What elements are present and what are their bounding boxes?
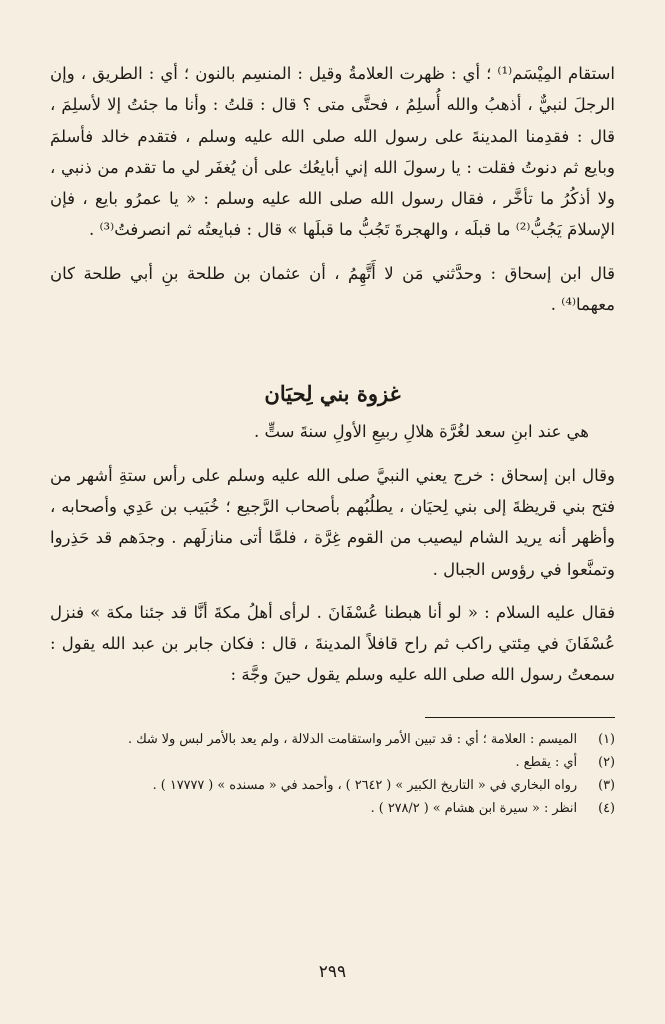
footnote-number: (٣) [598, 777, 615, 793]
footnote [50, 728, 615, 751]
section-heading: غزوة بني لِحيَان [264, 381, 401, 407]
footnotes [50, 728, 615, 820]
footnote-text: انظر : « سيرة ابن هشام » ( ٢٧٨/٢ ) . [370, 800, 577, 816]
footnote-number: (١) [598, 731, 615, 747]
footnote [50, 751, 615, 774]
paragraph: وقال ابن إسحاق : خرج يعني النبيَّ صلى الله عليه وسلم على رأس ستةِ أشهر من فتح بني قريظةَ إلى بني لِحيَان ، يطلُبُهم بأصحاب الرَّجيع ؛ خُبَيب بن عَدِي وأصحابه ، وأظهر أنه يريد الشام ليصيب من القوم غِرَّة ، فلمَّا أتى منازلَهم . وجدَهم قد حَذِروا وتمنَّعوا في رؤوس الجبال . [50, 465, 615, 579]
footnote-text: الميسم : العلامة ؛ أي : قد تبين الأمر واستقامت الدلالة ، ولم يعد بالأمر لبس ولا شك . [127, 731, 577, 747]
paragraph: قال ابن إسحاق : وحدَّثني مَن لا أَتَّهِمُ ، أن عثمان بن طلحة بنِ أبي طلحة كان معهما⁽⁴⁾ . [50, 263, 615, 315]
footnote-divider [425, 717, 615, 718]
footnote-text: أي : يقطع . [515, 754, 577, 770]
paragraph: فقال عليه السلام : « لو أنا هبطنا عُسْفَانَ . لرأى أهلُ مكةَ أنَّا قد جئنا مكة » فنزل عُسْفَانَ في مِئتي راكب ثم راح قافلاً المدينةَ ، قال : فكان جابر بن عبد الله يقول : سمعتُ رسول الله صلى الله عليه وسلم يقول حينَ وجَّهَ : [50, 602, 615, 685]
paragraph: استقام المِيْسَم⁽¹⁾ ؛ أي : ظهرت العلامةُ وقيل : المنسِم بالنون ؛ أي : الطريق ، وإن الرجلَ لنبيٌّ ، أذهبُ والله أُسلِمُ ، فحتَّى متى ؟ قال : قلتُ : وأنا ما جئتُ إلا لأسلِمَ ، قال : فقدِمنا المدينةَ على رسول الله صلى الله عليه وسلم ، فتقدم خالد فأسلمَ وبايع ثم دنوتُ فقلت : يا رسولَ الله إني أبايعُك على أن يُغفَر لي ما تقدم من ذنبي ، ولا أذكُرُ ما تأخَّر ، فقال رسول الله صلى الله عليه وسلم : « يا عمرُو بايع ، فإن الإسلامَ يَجُبُّ⁽²⁾ ما قبلَه ، والهجرةَ تَجُبُّ ما قبلَها » قال : فبايعتُه ثم انصرفتُ⁽³⁾ . [50, 64, 615, 240]
main-text [50, 58, 615, 691]
footnote [50, 774, 615, 797]
footnote-number: (٢) [598, 754, 615, 770]
paragraph: هي عند ابنِ سعد لغُرَّة هلالِ ربيعِ الأولِ سنةَ ستٍّ . [253, 422, 589, 442]
footnote [50, 797, 615, 820]
footnote-text: رواه البخاري في « التاريخ الكبير » ( ٢٦٤٢ ) ، وأحمد في « مسنده » ( ١٧٧٧٧ ) . [152, 777, 577, 793]
footnote-number: (٤) [598, 800, 615, 816]
page-number: ٢٩٩ [318, 962, 347, 982]
